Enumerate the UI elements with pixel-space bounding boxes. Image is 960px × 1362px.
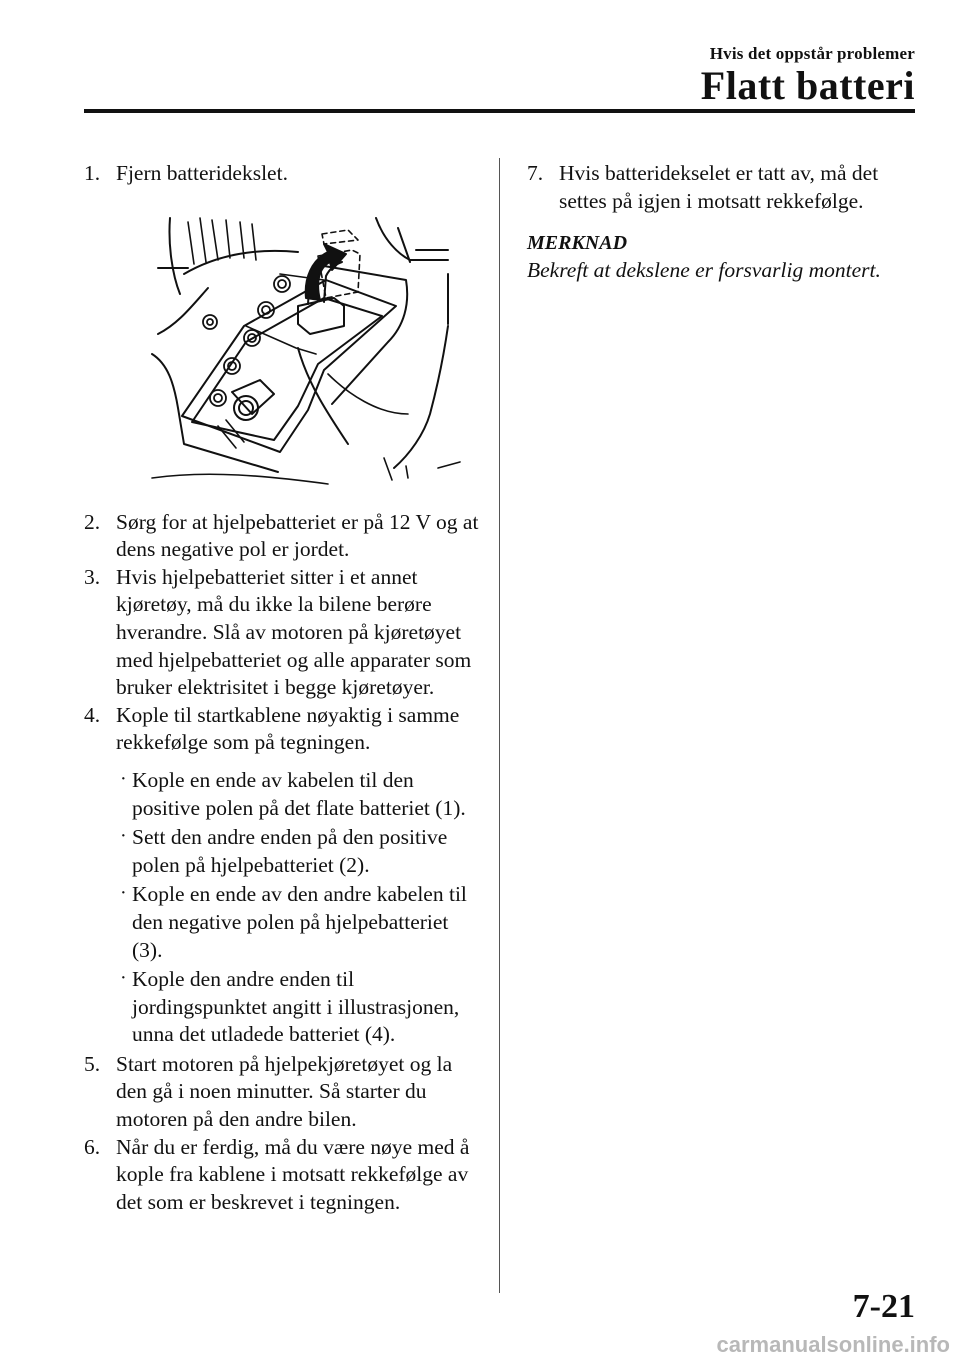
list-item [84,881,482,964]
step-7 [527,160,917,215]
step-number: 3. [84,564,101,589]
step-number: 6. [84,1134,101,1159]
note-text: Bekreft at dekslene er forsvarlig montert. [527,258,881,283]
bullet-text: Kople den andre enden til jordingspunktet angitt i illustrasjonen, unna det utladede batteriet (4). [132,967,460,1047]
step-text: Hvis hjelpebatteriet sitter i et annet kjøretøy, må du ikke la bilene berøre hverandre. Slå av motoren på kjøretøyet med hjelpebatteriet og alle apparater som bruker elektrisitet i begge kjøretøyer. [116,564,472,700]
step-6 [84,1134,482,1217]
bullet-dot-icon: · [120,967,127,990]
header-rule [84,109,915,113]
step-number: 1. [84,161,101,185]
step-text: Kople til startkablene nøyaktig i samme rekkefølge som på tegningen. [116,702,460,755]
step-text: Når du er ferdig, må du være nøye med å kople fra kablene i motsatt rekkefølge av det som er beskrevet i tegningen. [116,1134,470,1214]
watermark: carmanualsonline.info [716,1332,950,1357]
column-divider [499,158,500,1293]
battery-cover-illustration [148,214,466,486]
step-number: 4. [84,702,101,727]
page-number: 7-21 [852,1288,915,1325]
step-text: Start motoren på hjelpekjøretøyet og la den gå i noen minutter. Så starter du motoren på den andre bilen. [116,1051,453,1132]
list-item [84,824,482,879]
bullet-dot-icon: · [120,825,127,848]
step-1 [84,160,482,188]
note-heading: MERKNAD [527,232,628,255]
step-number: 5. [84,1051,101,1076]
step-text: Fjern batteridekslet. [116,161,288,185]
step-2 [84,509,482,564]
step-4-bullet-list [84,767,482,1049]
bullet-dot-icon: · [120,882,127,905]
step-4 [84,702,482,757]
step-number: 2. [84,509,101,534]
step-number: 7. [527,161,544,185]
bullet-text: Kople en ende av den andre kabelen til den negative polen på hjelpebatteriet (3). [132,882,467,962]
step-3 [84,564,482,702]
chapter-title: Flatt batteri [700,63,915,108]
bullet-dot-icon: · [120,767,127,790]
list-item [84,966,482,1049]
step-text: Hvis batteridekselet er tatt av, må det settes på igjen i motsatt rekkefølge. [559,161,879,213]
section-label: Hvis det oppstår problemer [709,44,915,63]
bullet-text: Sett den andre enden på den positive polen på hjelpebatteriet (2). [132,825,448,877]
left-column [84,160,482,1216]
list-item [84,767,482,822]
step-5 [84,1051,482,1134]
bullet-text: Kople en ende av kabelen til den positive polen på det flate batteriet (1). [132,767,466,820]
right-column [527,160,917,285]
step-text: Sørg for at hjelpebatteriet er på 12 V og at dens negative pol er jordet. [116,509,479,562]
